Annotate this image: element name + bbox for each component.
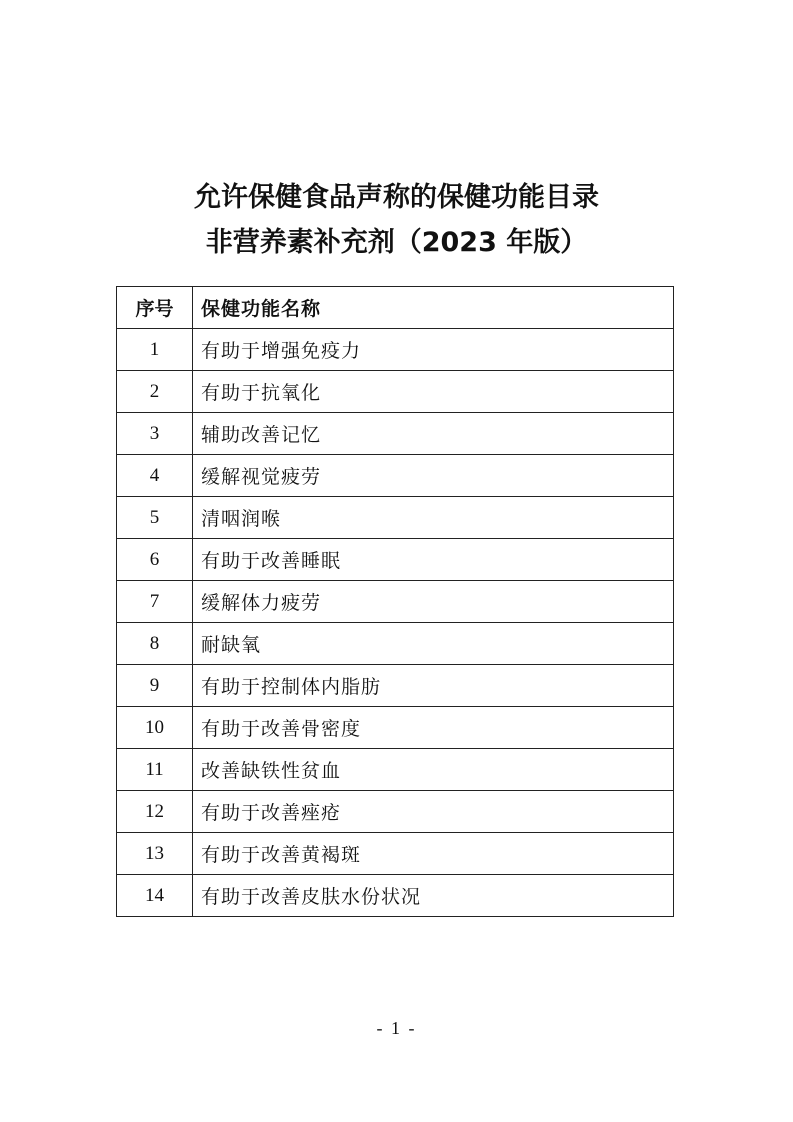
row-number: 5 <box>117 497 193 539</box>
column-header-function-name: 保健功能名称 <box>193 287 674 329</box>
table-row <box>117 455 674 497</box>
row-number: 11 <box>117 749 193 791</box>
document-subtitle: 非营养素补充剂（2023 年版） <box>205 227 588 258</box>
function-name: 辅助改善记忆 <box>193 413 674 455</box>
row-number: 4 <box>117 455 193 497</box>
function-name: 有助于改善睡眠 <box>193 539 674 581</box>
function-name: 有助于控制体内脂肪 <box>193 665 674 707</box>
function-name: 耐缺氧 <box>193 623 674 665</box>
table-row <box>117 665 674 707</box>
table-row <box>117 329 674 371</box>
document-title: 允许保健食品声称的保健功能目录 <box>194 182 599 213</box>
table-row <box>117 707 674 749</box>
health-function-table <box>116 286 674 917</box>
table-row <box>117 623 674 665</box>
function-name: 清咽润喉 <box>193 497 674 539</box>
row-number: 2 <box>117 371 193 413</box>
table-row <box>117 749 674 791</box>
function-name: 缓解体力疲劳 <box>193 581 674 623</box>
function-name: 有助于改善骨密度 <box>193 707 674 749</box>
function-name: 有助于改善黄褐斑 <box>193 833 674 875</box>
row-number: 1 <box>117 329 193 371</box>
row-number: 14 <box>117 875 193 917</box>
row-number: 3 <box>117 413 193 455</box>
function-name: 有助于改善皮肤水份状况 <box>193 875 674 917</box>
page-number: - 1 - <box>376 1018 417 1038</box>
table-row <box>117 539 674 581</box>
table-row <box>117 371 674 413</box>
function-name: 改善缺铁性贫血 <box>193 749 674 791</box>
row-number: 10 <box>117 707 193 749</box>
row-number: 8 <box>117 623 193 665</box>
row-number: 7 <box>117 581 193 623</box>
table-row <box>117 875 674 917</box>
table-row <box>117 581 674 623</box>
table-row <box>117 833 674 875</box>
table-row <box>117 497 674 539</box>
row-number: 12 <box>117 791 193 833</box>
table-row <box>117 413 674 455</box>
row-number: 6 <box>117 539 193 581</box>
column-header-number: 序号 <box>117 287 193 329</box>
row-number: 13 <box>117 833 193 875</box>
row-number: 9 <box>117 665 193 707</box>
function-name: 缓解视觉疲劳 <box>193 455 674 497</box>
table-row <box>117 791 674 833</box>
function-name: 有助于增强免疫力 <box>193 329 674 371</box>
table-header-row <box>117 287 674 329</box>
function-name: 有助于抗氧化 <box>193 371 674 413</box>
function-name: 有助于改善痤疮 <box>193 791 674 833</box>
